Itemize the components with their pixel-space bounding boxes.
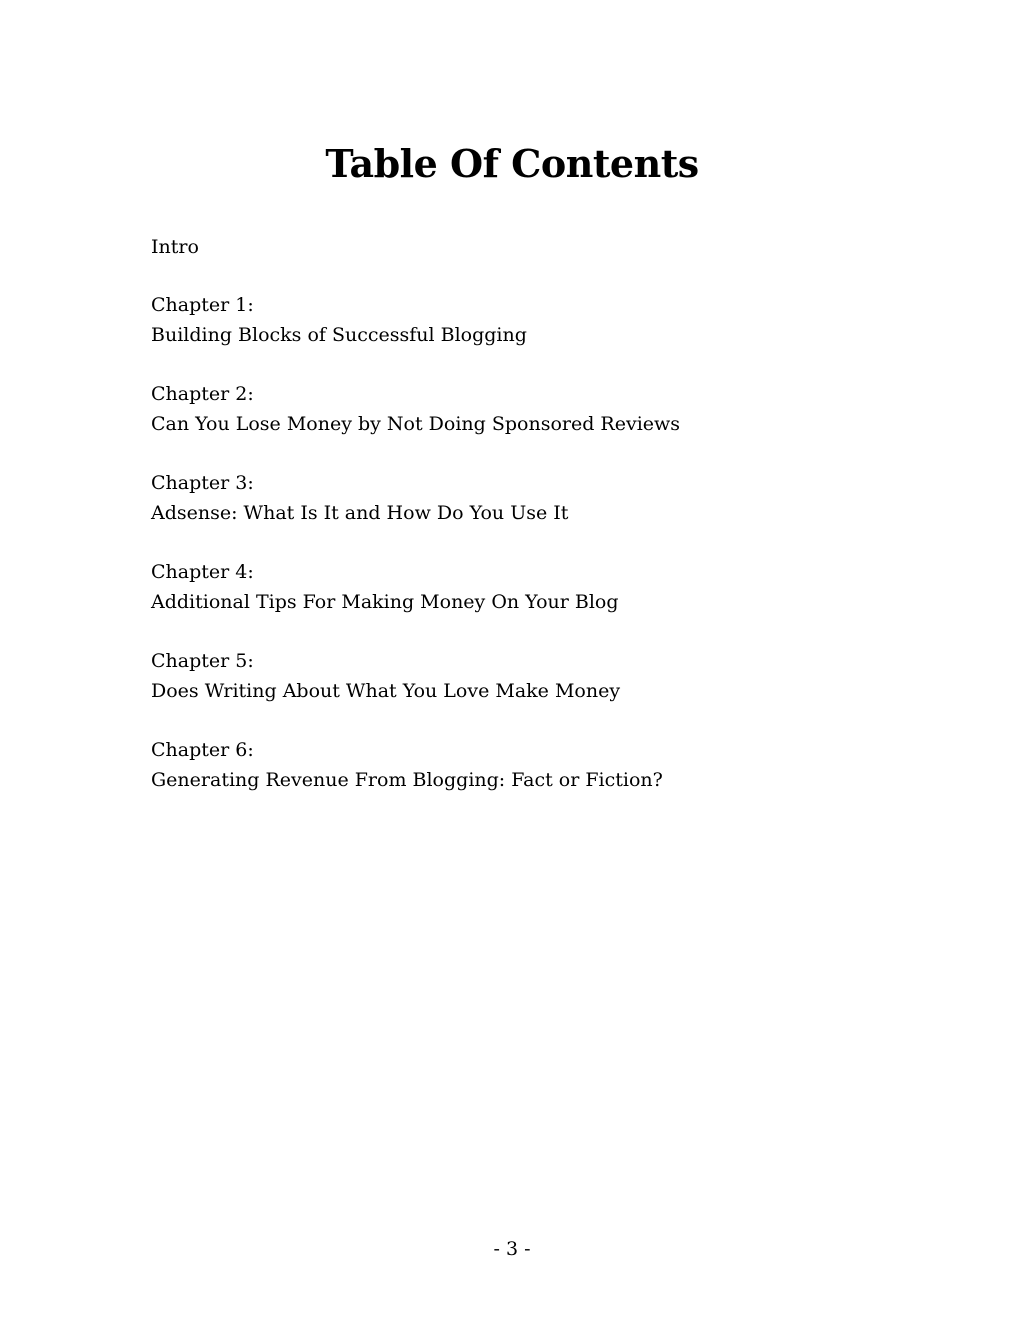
chapter-label: Chapter 5: xyxy=(151,650,254,672)
chapter-title: Adsense: What Is It and How Do You Use It xyxy=(151,501,569,524)
chapter-label: Chapter 6: xyxy=(151,739,254,761)
chapter-label: Chapter 1: xyxy=(151,294,254,316)
page-title: Table Of Contents xyxy=(325,141,699,186)
chapter-label: Chapter 2: xyxy=(151,383,254,405)
toc-entry-chapter-1 xyxy=(151,291,527,350)
toc-intro: Intro xyxy=(151,236,199,258)
chapter-title: Does Writing About What You Love Make Money xyxy=(151,679,621,702)
toc-entry-chapter-2 xyxy=(151,380,680,439)
toc-entry-chapter-4 xyxy=(151,558,619,617)
toc-entry-chapter-5 xyxy=(151,647,620,706)
chapter-title: Can You Lose Money by Not Doing Sponsored Reviews xyxy=(151,412,681,435)
page-number: - 3 - xyxy=(493,1238,531,1260)
chapter-title: Generating Revenue From Blogging: Fact or Fiction? xyxy=(151,768,663,791)
chapter-label: Chapter 4: xyxy=(151,561,254,583)
chapter-label: Chapter 3: xyxy=(151,472,254,494)
toc-entry-chapter-6 xyxy=(151,736,663,795)
toc-entry-chapter-3 xyxy=(151,469,568,528)
chapter-title: Building Blocks of Successful Blogging xyxy=(151,323,527,346)
chapter-title: Additional Tips For Making Money On Your Blog xyxy=(151,590,619,613)
